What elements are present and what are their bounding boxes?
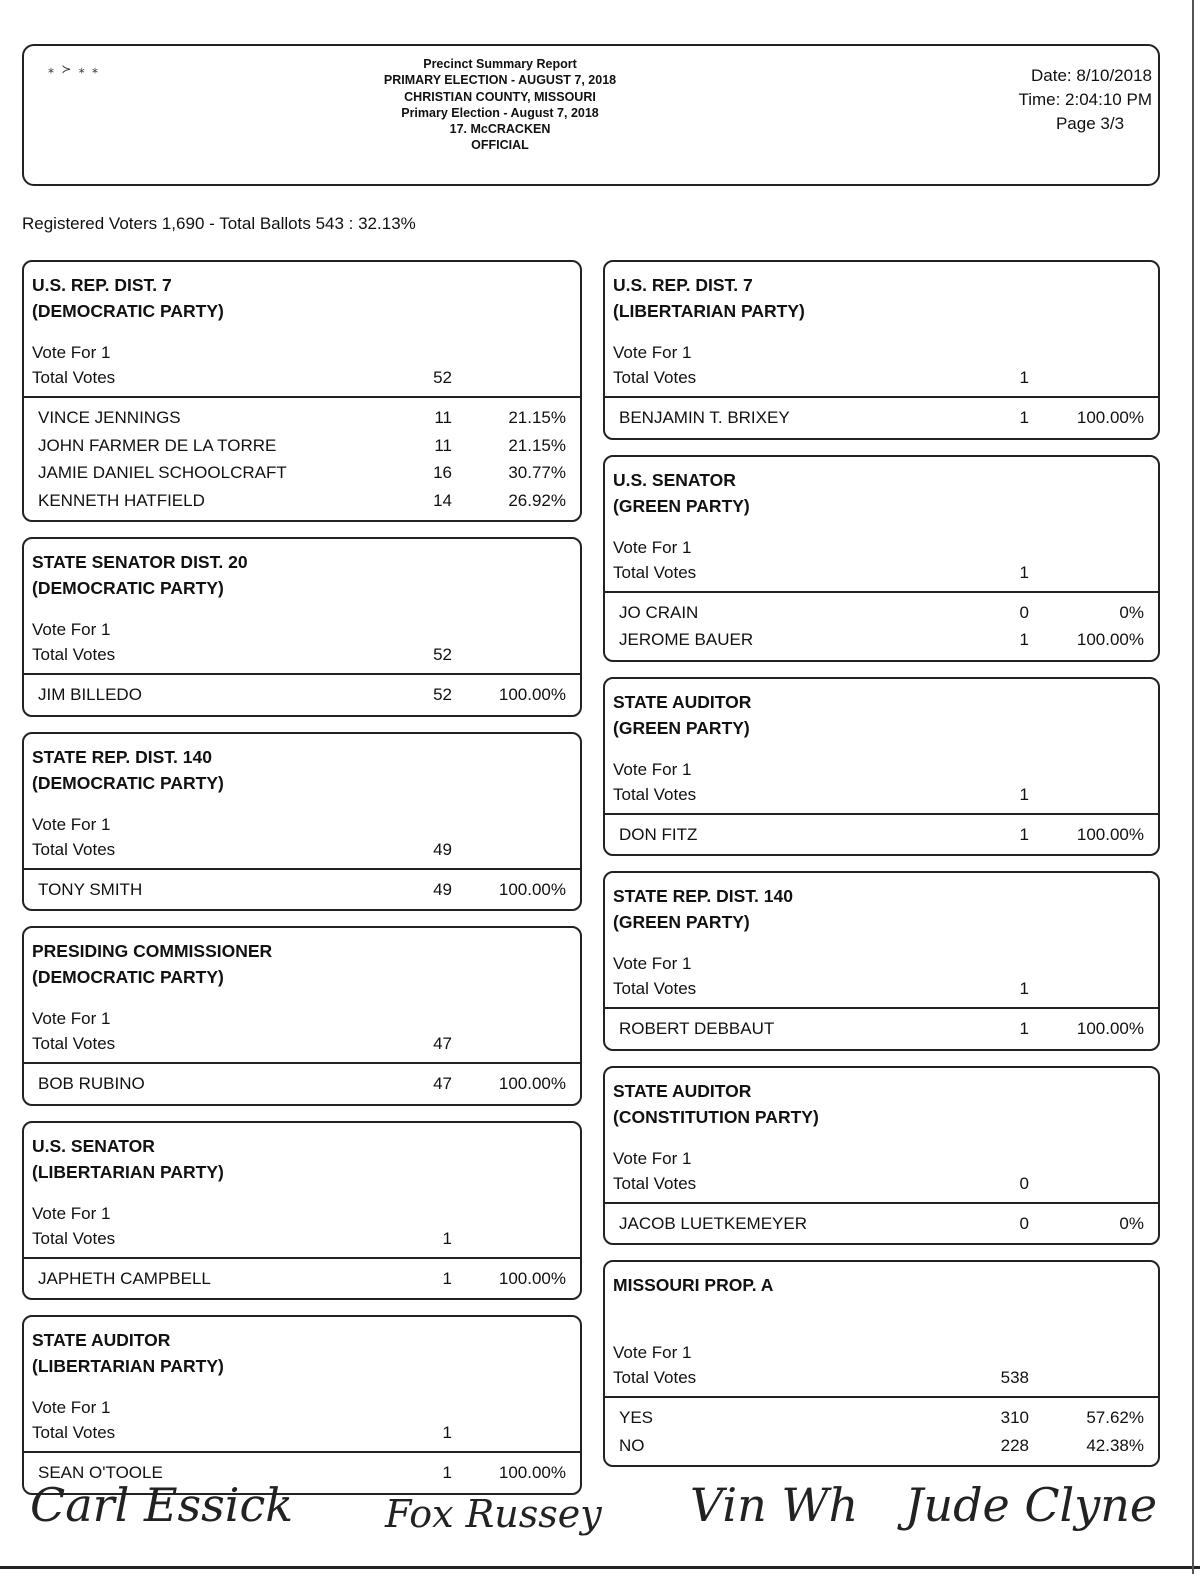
official-label: OFFICIAL bbox=[471, 138, 529, 153]
vote-for-label: Vote For 1 bbox=[613, 759, 692, 779]
race-box bbox=[22, 1315, 582, 1495]
race-party: (GREEN PARTY) bbox=[613, 717, 750, 738]
race-title: STATE SENATOR DIST. 20 bbox=[32, 552, 248, 572]
report-date-block bbox=[932, 64, 1152, 136]
candidate-votes: 14 bbox=[433, 490, 452, 510]
candidate-votes: 1 bbox=[1019, 824, 1029, 844]
race-meta bbox=[605, 519, 1158, 591]
signature-1: Carl Essick bbox=[30, 1478, 294, 1532]
race-party: (LIBERTARIAN PARTY) bbox=[32, 1356, 224, 1376]
candidate-votes: 11 bbox=[434, 408, 452, 427]
candidate-percent: 21.15% bbox=[508, 408, 566, 427]
race-heading bbox=[605, 1068, 1158, 1130]
race-meta bbox=[605, 1324, 1158, 1396]
candidate-votes: 1 bbox=[1019, 1019, 1029, 1038]
vote-for-label: Vote For 1 bbox=[613, 1343, 692, 1362]
race-title: PRESIDING COMMISSIONER bbox=[32, 941, 273, 961]
total-votes-label: Total Votes bbox=[32, 1423, 116, 1442]
candidate-votes: 1 bbox=[1019, 408, 1029, 427]
candidate-percent: 42.38% bbox=[1086, 1435, 1144, 1455]
race-heading bbox=[605, 457, 1158, 519]
total-votes-value: 47 bbox=[433, 1034, 452, 1053]
race-title: U.S. SENATOR bbox=[613, 469, 736, 490]
candidate-name: JAPHETH CAMPBELL bbox=[38, 1268, 211, 1288]
total-votes-label: Total Votes bbox=[32, 1228, 116, 1248]
right-column bbox=[603, 260, 1160, 1482]
race-meta bbox=[605, 324, 1158, 396]
candidate-list bbox=[24, 396, 580, 520]
candidate-row bbox=[605, 626, 1158, 654]
vote-for-label: Vote For 1 bbox=[32, 1009, 111, 1028]
race-heading bbox=[24, 262, 580, 324]
scan-mark: ⁎ ≻ ⁎ ⁎ bbox=[48, 62, 101, 76]
candidate-votes: 47 bbox=[433, 1074, 452, 1093]
race-heading bbox=[24, 539, 580, 601]
candidate-row bbox=[605, 1210, 1158, 1238]
race-heading bbox=[605, 262, 1158, 324]
total-votes-label: Total Votes bbox=[32, 368, 116, 387]
race-title: MISSOURI PROP. A bbox=[613, 1275, 774, 1295]
race-heading bbox=[605, 679, 1158, 741]
candidate-percent: 100.00% bbox=[498, 1463, 566, 1482]
candidate-percent: 100.00% bbox=[1076, 408, 1144, 427]
race-party: (DEMOCRATIC PARTY) bbox=[32, 772, 224, 793]
candidate-name: BENJAMIN T. BRIXEY bbox=[619, 408, 790, 427]
candidate-name: VINCE JENNINGS bbox=[38, 408, 181, 427]
signature-4: Jude Clyne bbox=[905, 1478, 1158, 1532]
candidate-row bbox=[605, 821, 1158, 849]
race-party: (LIBERTARIAN PARTY) bbox=[613, 301, 805, 321]
total-votes-value: 1 bbox=[1019, 562, 1029, 582]
candidate-row bbox=[605, 1015, 1158, 1043]
candidate-list bbox=[605, 813, 1158, 855]
race-meta bbox=[605, 741, 1158, 813]
candidate-row bbox=[24, 876, 580, 904]
total-votes-value: 0 bbox=[1019, 1173, 1029, 1193]
candidate-row bbox=[24, 404, 580, 432]
race-meta bbox=[24, 1185, 580, 1257]
race-meta bbox=[605, 935, 1158, 1007]
vote-for-label: Vote For 1 bbox=[32, 1203, 111, 1223]
race-title: STATE AUDITOR bbox=[613, 1080, 752, 1101]
race-title: STATE AUDITOR bbox=[32, 1330, 171, 1350]
candidate-list bbox=[24, 1062, 580, 1104]
race-title: U.S. REP. DIST. 7 bbox=[32, 275, 172, 295]
race-party: (GREEN PARTY) bbox=[613, 912, 750, 932]
race-party: (DEMOCRATIC PARTY) bbox=[32, 967, 224, 987]
candidate-votes: 49 bbox=[433, 879, 452, 899]
candidate-name: JACOB LUETKEMEYER bbox=[619, 1213, 807, 1233]
candidate-name: TONY SMITH bbox=[38, 879, 143, 899]
candidate-list bbox=[24, 868, 580, 910]
vote-for-label: Vote For 1 bbox=[32, 343, 111, 362]
race-title: STATE AUDITOR bbox=[613, 691, 752, 712]
race-party: (GREEN PARTY) bbox=[613, 495, 750, 516]
report-date: Date: 8/10/2018 bbox=[1031, 66, 1152, 85]
vote-for-label: Vote For 1 bbox=[613, 343, 692, 362]
race-party: (DEMOCRATIC PARTY) bbox=[32, 301, 224, 321]
race-box bbox=[22, 1121, 582, 1301]
candidate-list bbox=[24, 1257, 580, 1299]
candidate-percent: 0% bbox=[1119, 602, 1144, 622]
race-title: STATE REP. DIST. 140 bbox=[32, 746, 212, 767]
vote-for-label: Vote For 1 bbox=[613, 1148, 692, 1168]
race-box bbox=[22, 260, 582, 522]
candidate-percent: 100.00% bbox=[498, 879, 566, 899]
candidate-row bbox=[605, 1404, 1158, 1432]
candidate-row bbox=[24, 459, 580, 487]
signature-2: Fox Russey bbox=[385, 1492, 602, 1536]
race-box bbox=[603, 260, 1160, 440]
total-votes-label: Total Votes bbox=[613, 1173, 697, 1193]
candidate-row bbox=[605, 404, 1158, 432]
race-box bbox=[22, 732, 582, 912]
race-party: (CONSTITUTION PARTY) bbox=[613, 1106, 819, 1127]
vote-for-label: Vote For 1 bbox=[613, 954, 692, 973]
total-votes-value: 1 bbox=[1019, 979, 1029, 998]
total-votes-label: Total Votes bbox=[32, 839, 116, 859]
race-box bbox=[603, 677, 1160, 857]
report-time: Time: 2:04:10 PM bbox=[1018, 90, 1152, 109]
total-votes-label: Total Votes bbox=[613, 368, 697, 387]
race-box bbox=[22, 537, 582, 717]
candidate-name: YES bbox=[619, 1408, 654, 1427]
candidate-row bbox=[24, 1265, 580, 1293]
candidate-votes: 0 bbox=[1019, 602, 1029, 622]
candidate-name: BOB RUBINO bbox=[38, 1074, 145, 1093]
candidate-name: JAMIE DANIEL SCHOOLCRAFT bbox=[38, 463, 287, 482]
race-box bbox=[603, 871, 1160, 1051]
race-meta bbox=[24, 990, 580, 1062]
candidate-percent: 100.00% bbox=[1076, 1019, 1144, 1038]
candidate-percent: 26.92% bbox=[508, 490, 566, 510]
candidate-percent: 30.77% bbox=[508, 463, 566, 482]
registered-voters-line: Registered Voters 1,690 - Total Ballots 543 : 32.13% bbox=[22, 214, 416, 233]
candidate-votes: 1 bbox=[442, 1268, 452, 1288]
total-votes-label: Total Votes bbox=[613, 562, 697, 582]
race-title: STATE REP. DIST. 140 bbox=[613, 886, 793, 906]
race-meta bbox=[24, 1379, 580, 1451]
race-heading bbox=[24, 1123, 580, 1185]
race-title: U.S. REP. DIST. 7 bbox=[613, 275, 753, 295]
race-meta bbox=[605, 1130, 1158, 1202]
race-box bbox=[22, 926, 582, 1106]
candidate-votes: 1 bbox=[1019, 630, 1029, 649]
total-votes-value: 1 bbox=[1019, 784, 1029, 804]
left-column bbox=[22, 260, 582, 1510]
candidate-name: DON FITZ bbox=[619, 824, 698, 844]
report-title-block bbox=[300, 56, 700, 154]
election-name: PRIMARY ELECTION - AUGUST 7, 2018 bbox=[383, 73, 617, 88]
candidate-list bbox=[605, 1396, 1158, 1465]
signature-3: Vin Wh bbox=[690, 1478, 859, 1532]
candidate-votes: 1 bbox=[442, 1463, 452, 1482]
candidate-percent: 100.00% bbox=[1076, 824, 1144, 844]
total-votes-label: Total Votes bbox=[613, 979, 697, 998]
candidate-votes: 11 bbox=[434, 435, 452, 455]
race-meta bbox=[24, 796, 580, 868]
candidate-votes: 0 bbox=[1019, 1213, 1029, 1233]
candidate-percent: 0% bbox=[1119, 1213, 1144, 1233]
candidate-name: SEAN O'TOOLE bbox=[38, 1463, 163, 1482]
race-box bbox=[603, 455, 1160, 662]
candidate-name: KENNETH HATFIELD bbox=[38, 490, 205, 510]
candidate-name: JOHN FARMER DE LA TORRE bbox=[38, 435, 277, 455]
candidate-percent: 100.00% bbox=[498, 685, 566, 704]
total-votes-value: 52 bbox=[433, 368, 452, 387]
race-heading bbox=[605, 1262, 1158, 1324]
precinct-name: 17. McCRACKEN bbox=[449, 122, 551, 137]
candidate-name: JIM BILLEDO bbox=[38, 685, 142, 704]
candidate-votes: 16 bbox=[433, 463, 452, 482]
candidate-row bbox=[605, 1432, 1158, 1460]
candidate-name: NO bbox=[619, 1435, 645, 1455]
bottom-rule bbox=[0, 1566, 1200, 1569]
vote-for-label: Vote For 1 bbox=[32, 1398, 111, 1417]
candidate-name: JEROME BAUER bbox=[619, 630, 754, 649]
vote-for-label: Vote For 1 bbox=[32, 620, 111, 639]
candidate-row bbox=[24, 432, 580, 460]
candidate-row bbox=[24, 681, 580, 709]
total-votes-value: 49 bbox=[433, 839, 452, 859]
race-party: (LIBERTARIAN PARTY) bbox=[32, 1161, 224, 1182]
candidate-list bbox=[605, 1202, 1158, 1244]
total-votes-value: 538 bbox=[1000, 1368, 1029, 1387]
race-heading bbox=[24, 928, 580, 990]
race-heading bbox=[605, 873, 1158, 935]
total-votes-label: Total Votes bbox=[613, 784, 697, 804]
candidate-list bbox=[605, 591, 1158, 660]
candidate-row bbox=[24, 487, 580, 515]
report-title: Precinct Summary Report bbox=[423, 57, 577, 71]
candidate-percent: 100.00% bbox=[498, 1074, 566, 1093]
vote-for-label: Vote For 1 bbox=[613, 537, 692, 557]
candidate-name: JO CRAIN bbox=[619, 602, 699, 622]
race-title: U.S. SENATOR bbox=[32, 1135, 155, 1156]
total-votes-label: Total Votes bbox=[32, 645, 116, 664]
candidate-percent: 100.00% bbox=[1076, 630, 1144, 649]
race-heading bbox=[24, 1317, 580, 1379]
race-party: (DEMOCRATIC PARTY) bbox=[32, 578, 224, 598]
race-heading bbox=[24, 734, 580, 796]
candidate-list bbox=[24, 673, 580, 715]
county-name: CHRISTIAN COUNTY, MISSOURI bbox=[404, 89, 596, 104]
race-meta bbox=[24, 324, 580, 396]
race-box bbox=[603, 1260, 1160, 1467]
total-votes-value: 52 bbox=[433, 645, 452, 664]
candidate-percent: 21.15% bbox=[508, 435, 566, 455]
race-meta bbox=[24, 601, 580, 673]
total-votes-label: Total Votes bbox=[32, 1034, 116, 1053]
candidate-name: ROBERT DEBBAUT bbox=[619, 1019, 775, 1038]
scan-edge bbox=[1192, 0, 1194, 1574]
total-votes-value: 1 bbox=[442, 1228, 452, 1248]
total-votes-label: Total Votes bbox=[613, 1368, 697, 1387]
candidate-votes: 228 bbox=[1000, 1435, 1029, 1455]
election-subtitle: Primary Election - August 7, 2018 bbox=[401, 105, 599, 120]
race-box bbox=[603, 1066, 1160, 1246]
page-number: Page 3/3 bbox=[1055, 114, 1125, 133]
vote-for-label: Vote For 1 bbox=[32, 814, 111, 834]
candidate-percent: 100.00% bbox=[498, 1268, 566, 1288]
candidate-row bbox=[24, 1070, 580, 1098]
candidate-list bbox=[605, 1007, 1158, 1049]
candidate-list bbox=[605, 396, 1158, 438]
total-votes-value: 1 bbox=[1019, 368, 1029, 387]
candidate-votes: 310 bbox=[1000, 1408, 1029, 1427]
candidate-percent: 57.62% bbox=[1086, 1408, 1144, 1427]
total-votes-value: 1 bbox=[442, 1423, 452, 1442]
candidate-row bbox=[605, 599, 1158, 627]
candidate-votes: 52 bbox=[433, 685, 452, 704]
